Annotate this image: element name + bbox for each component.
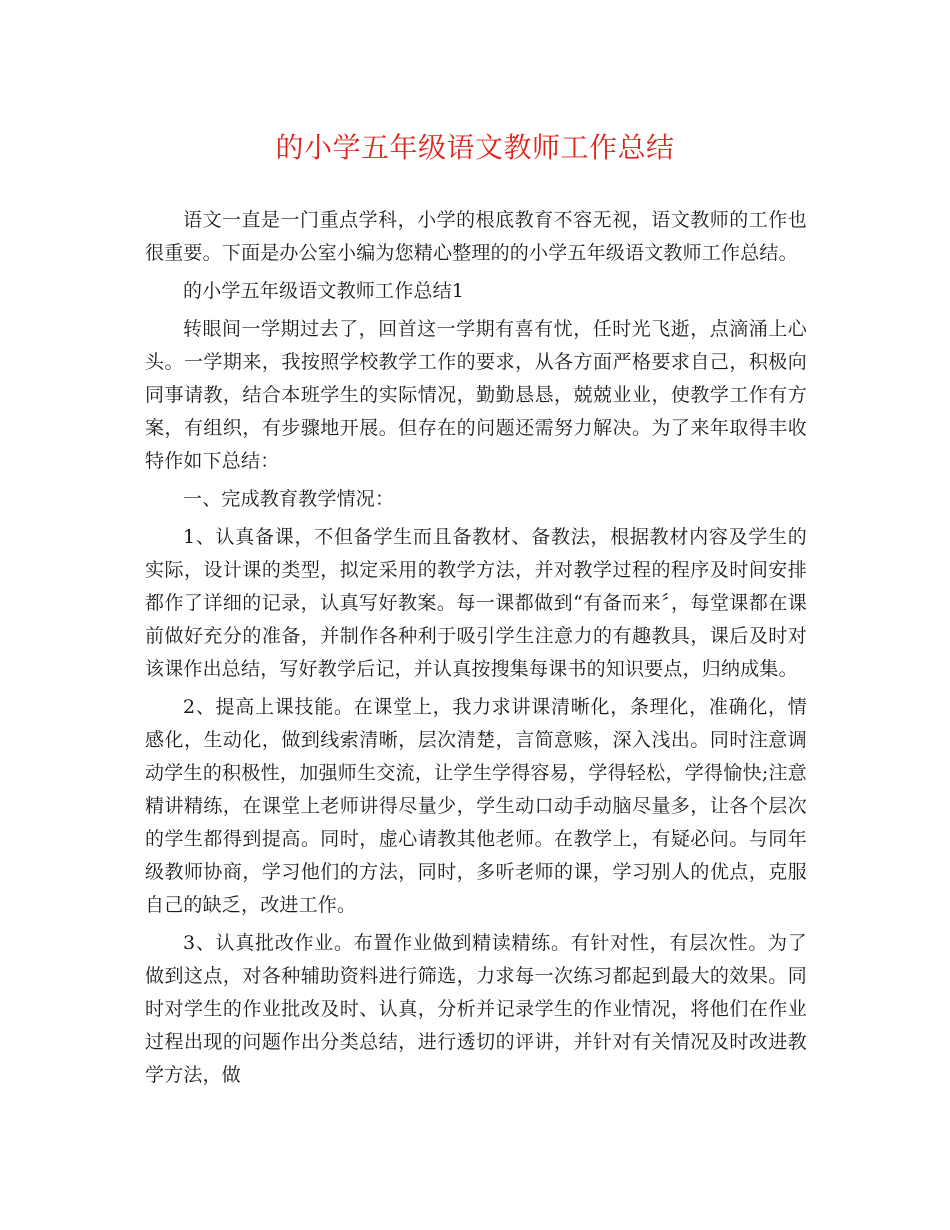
paragraph-item-2: 2、提高上课技能。在课堂上，我力求讲课清晰化，条理化，准确化，情感化，生动化，做到线索清晰，层次清楚，言简意赅，深入浅出。同时注意调动学生的积极性，加强师生交流，让学生学得容易，学得轻松，学得愉快;注意精讲精练，在课堂上老师讲得尽量少，学生动口动手动脑尽量多，让各个层次的学生都得到提高。同时，虚心请教其他老师。在教学上，有疑必问。与同年级教师协商，学习他们的方法，同时，多听老师的课，学习别人的优点，克服自己的缺乏，改进工作。: [145, 696, 807, 916]
subsection-heading: 一、完成教育教学情况：: [183, 488, 395, 510]
document-body: [145, 204, 807, 1092]
section-heading: 的小学五年级语文教师工作总结1: [183, 280, 465, 302]
paragraph-intro: 语文一直是一门重点学科，小学的根底教育不容无视，语文教师的工作也很重要。下面是办公室小编为您精心整理的的小学五年级语文教师工作总结。: [145, 209, 807, 264]
paragraph-item-1: 1、认真备课，不但备学生而且备教材、备教法，根据教材内容及学生的实际，设计课的类型，拟定采用的教学方法，并对教学过程的程序及时间安排都作了详细的记录，认真写好教案。每一课都做到“有备而来〞，每堂课都在课前做好充分的准备，并制作各种利于吸引学生注意力的有趣教具，课后及时对该课作出总结，写好教学后记，并认真按搜集每课书的知识要点，归纳成集。: [145, 526, 807, 680]
page-title: 的小学五年级语文教师工作总结: [275, 131, 675, 164]
paragraph-item-3: 3、认真批改作业。布置作业做到精读精练。有针对性，有层次性。为了做到这点，对各种辅助资料进行筛选，力求每一次练习都起到最大的效果。同时对学生的作业批改及时、认真，分析并记录学生的作业情况，将他们在作业过程出现的问题作出分类总结，进行透切的评讲，并针对有关情况及时改进教学方法，做: [145, 932, 807, 1086]
paragraph-overview: 转眼间一学期过去了，回首这一学期有喜有忧，任时光飞逝，点滴涌上心头。一学期来，我按照学校教学工作的要求，从各方面严格要求自己，积极向同事请教，结合本班学生的实际情况，勤勤恳恳，兢兢业业，使教学工作有方案，有组织，有步骤地开展。但存在的问题还需努力解决。为了来年取得丰收特作如下总结：: [145, 318, 807, 472]
